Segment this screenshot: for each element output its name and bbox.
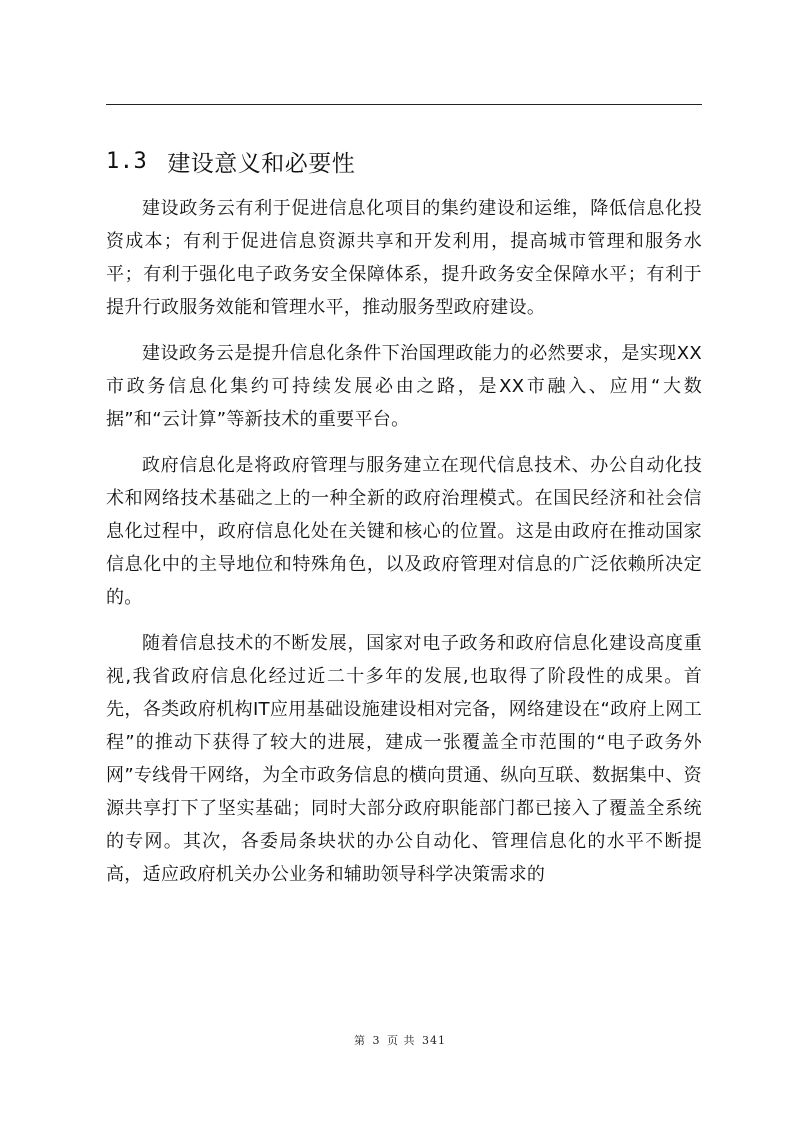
section-title: 建设意义和必要性 xyxy=(167,150,356,177)
footer-total-pages: 341 xyxy=(422,1034,446,1047)
paragraph: 建设政务云有利于促进信息化项目的集约建设和运维，降低信息化投资成本；有利于促进信息资源共享和开发利用，提高城市管理和服务水平；有利于强化电子政务安全保障体系，提升政务安全保障水平；有利于提升行政服务效能和管理水平，推动服务型政府建设。 xyxy=(106,198,702,318)
section-heading xyxy=(106,143,355,179)
section-number: 1.3 xyxy=(106,148,148,174)
footer-middle: 页 共 xyxy=(387,1034,416,1047)
footer-page-number: 3 xyxy=(372,1034,381,1047)
header-rule xyxy=(106,104,702,105)
body-text xyxy=(106,192,702,904)
paragraph: 随着信息技术的不断发展，国家对电子政务和政府信息化建设高度重视,我省政府信息化经过近二十多年的发展,也取得了阶段性的成果。首先，各类政府机构IT应用基础设施建设相对完备，网络建设在“政府上网工程”的推动下获得了较大的进展，建成一张覆盖全市范围的“电子政务外网”专线骨干网络，为全市政务信息的横向贯通、纵向互联、数据集中、资源共享打下了坚实基础；同时大部分政府职能部门都已接入了覆盖全系统的专网。其次，各委局条块状的办公自动化、管理信息化的水平不断提高，适应政府机关办公业务和辅助领导科学决策需求的 xyxy=(106,633,702,885)
page-footer xyxy=(0,1032,800,1048)
paragraph: 政府信息化是将政府管理与服务建立在现代信息技术、办公自动化技术和网络技术基础之上的一种全新的政府治理模式。在国民经济和社会信息化过程中，政府信息化处在关键和核心的位置。这是由政府在推动国家信息化中的主导地位和特殊角色，以及政府管理对信息的广泛依赖所决定的。 xyxy=(106,455,702,608)
footer-prefix: 第 xyxy=(354,1034,366,1047)
paragraph: 建设政务云是提升信息化条件下治国理政能力的必然要求，是实现XX市政务信息化集约可持续发展必由之路，是XX市融入、应用“大数据”和“云计算”等新技术的重要平台。 xyxy=(106,343,702,430)
